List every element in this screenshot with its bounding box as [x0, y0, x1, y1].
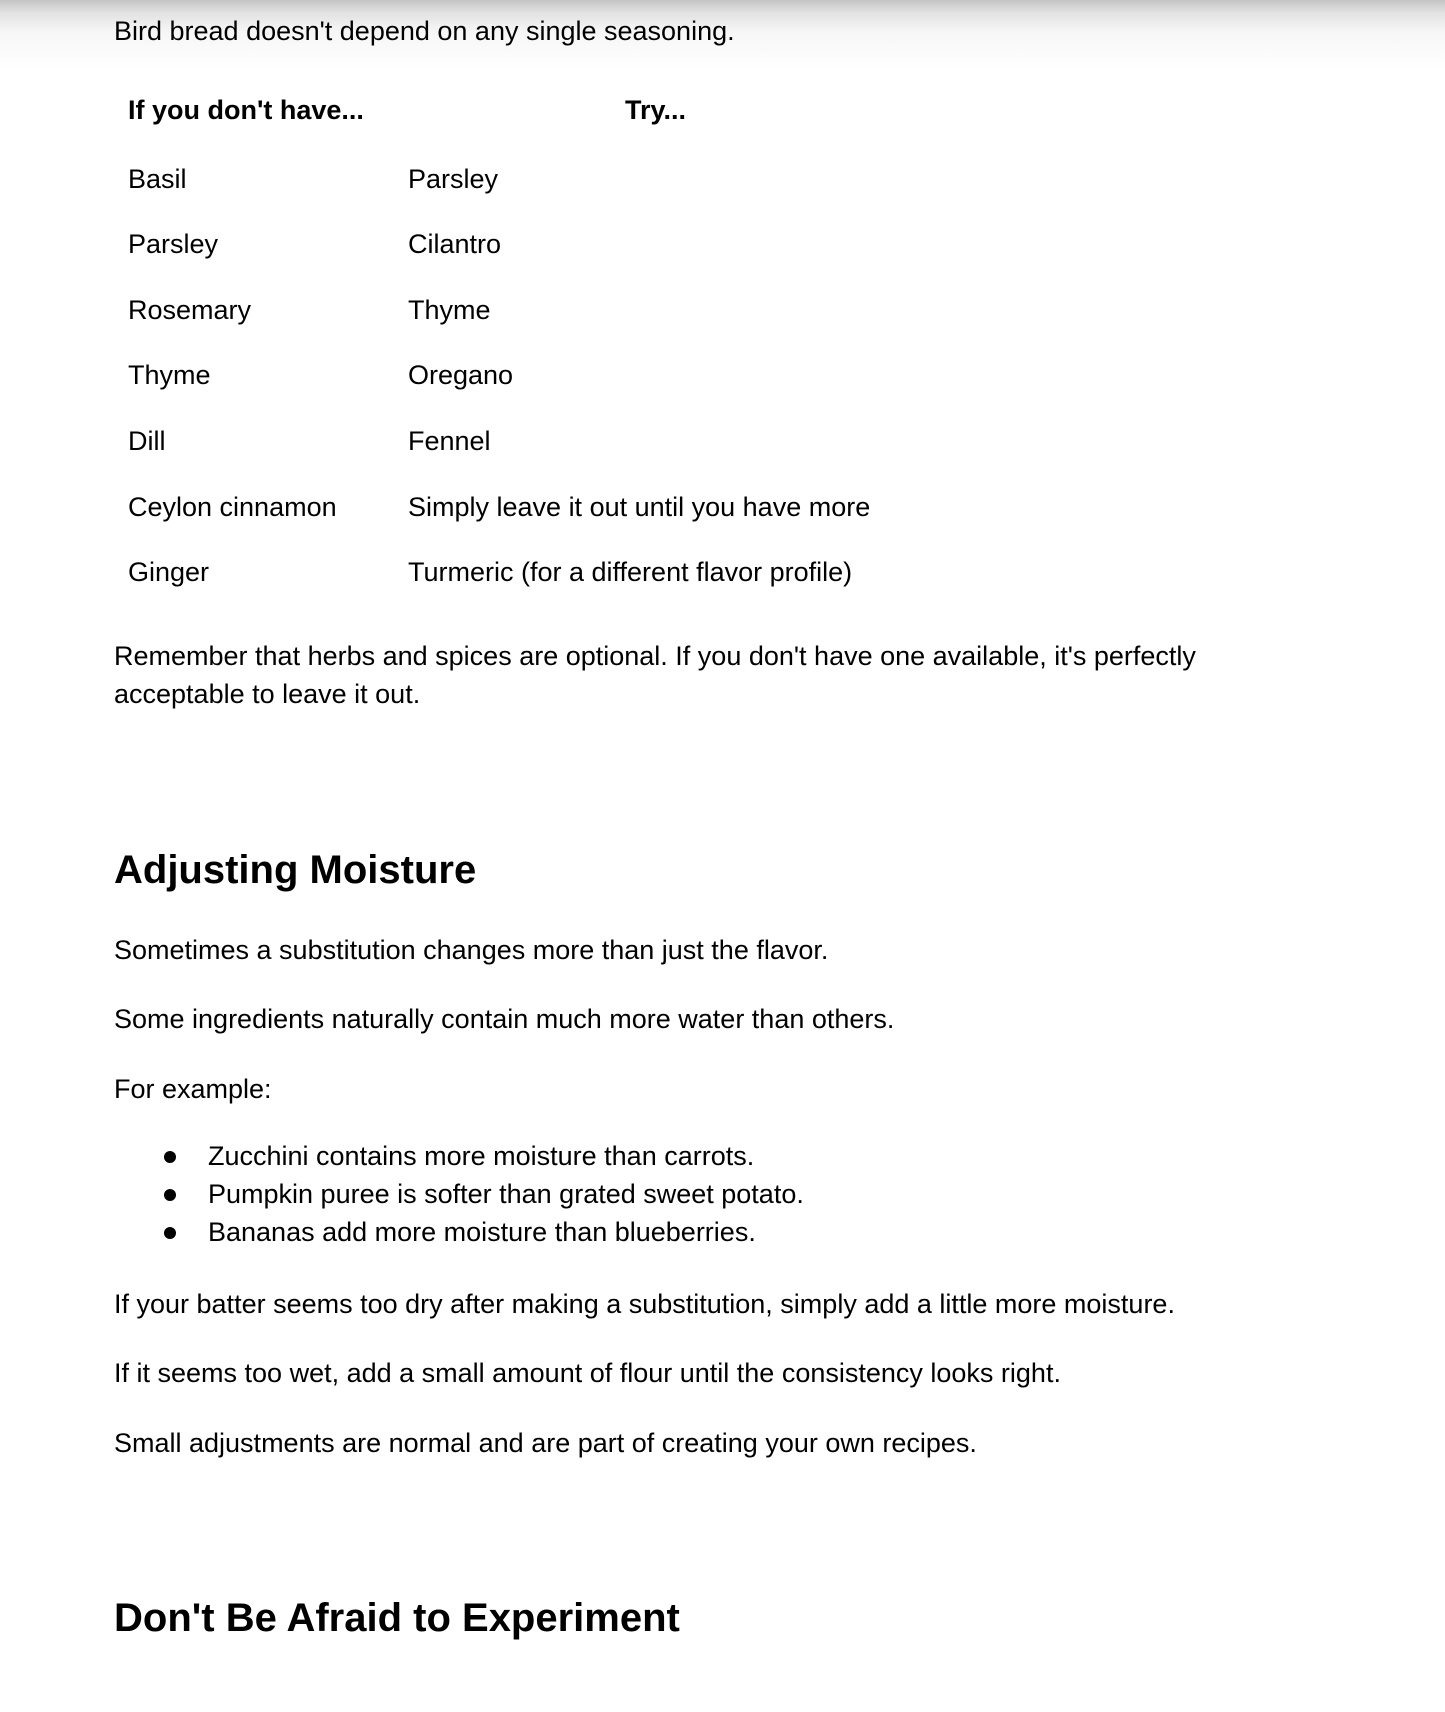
- moisture-examples-list: [160, 1137, 804, 1251]
- table-header-try: Try...: [625, 95, 687, 125]
- list-item-text: Pumpkin puree is softer than grated sweet potato.: [208, 1179, 804, 1209]
- table-cell-have: Dill: [128, 426, 166, 456]
- remember-paragraph-line1: Remember that herbs and spices are optional. If you don't have one available, it's perfectly: [114, 641, 1196, 671]
- moisture-paragraph-4: If your batter seems too dry after making a substitution, simply add a little more moisture.: [114, 1289, 1175, 1319]
- intro-paragraph: Bird bread doesn't depend on any single seasoning.: [114, 16, 735, 46]
- table-cell-have: Basil: [128, 164, 187, 194]
- table-cell-try: Fennel: [408, 426, 491, 456]
- table-cell-try: Turmeric (for a different flavor profile): [408, 557, 853, 587]
- table-cell-try: Oregano: [408, 360, 514, 390]
- moisture-paragraph-5: If it seems too wet, add a small amount of flour until the consistency looks right.: [114, 1358, 1061, 1388]
- list-item-text: Bananas add more moisture than blueberries.: [208, 1217, 756, 1247]
- list-item: [160, 1175, 804, 1213]
- table-cell-have: Ceylon cinnamon: [128, 492, 337, 522]
- table-cell-have: Thyme: [128, 360, 211, 390]
- moisture-paragraph-2: Some ingredients naturally contain much more water than others.: [114, 1004, 895, 1034]
- bullet-dot-icon: [164, 1227, 176, 1239]
- table-cell-have: Ginger: [128, 557, 210, 587]
- table-cell-try: Parsley: [408, 164, 499, 194]
- remember-paragraph-line2: acceptable to leave it out.: [114, 679, 421, 709]
- table-cell-have: Parsley: [128, 229, 219, 259]
- table-cell-have: Rosemary: [128, 295, 252, 325]
- table-header-have: If you don't have...: [128, 95, 364, 125]
- moisture-paragraph-3: For example:: [114, 1074, 272, 1104]
- list-item: [160, 1137, 804, 1175]
- table-cell-try: Simply leave it out until you have more: [408, 492, 871, 522]
- list-item: [160, 1213, 804, 1251]
- heading-adjusting-moisture: Adjusting Moisture: [114, 848, 477, 892]
- bullet-dot-icon: [164, 1189, 176, 1201]
- list-item-text: Zucchini contains more moisture than carrots.: [208, 1141, 755, 1171]
- bullet-dot-icon: [164, 1151, 176, 1163]
- table-cell-try: Thyme: [408, 295, 491, 325]
- heading-dont-be-afraid: Don't Be Afraid to Experiment: [114, 1596, 680, 1640]
- table-cell-try: Cilantro: [408, 229, 502, 259]
- moisture-paragraph-6: Small adjustments are normal and are part of creating your own recipes.: [114, 1428, 977, 1458]
- moisture-paragraph-1: Sometimes a substitution changes more than just the flavor.: [114, 935, 829, 965]
